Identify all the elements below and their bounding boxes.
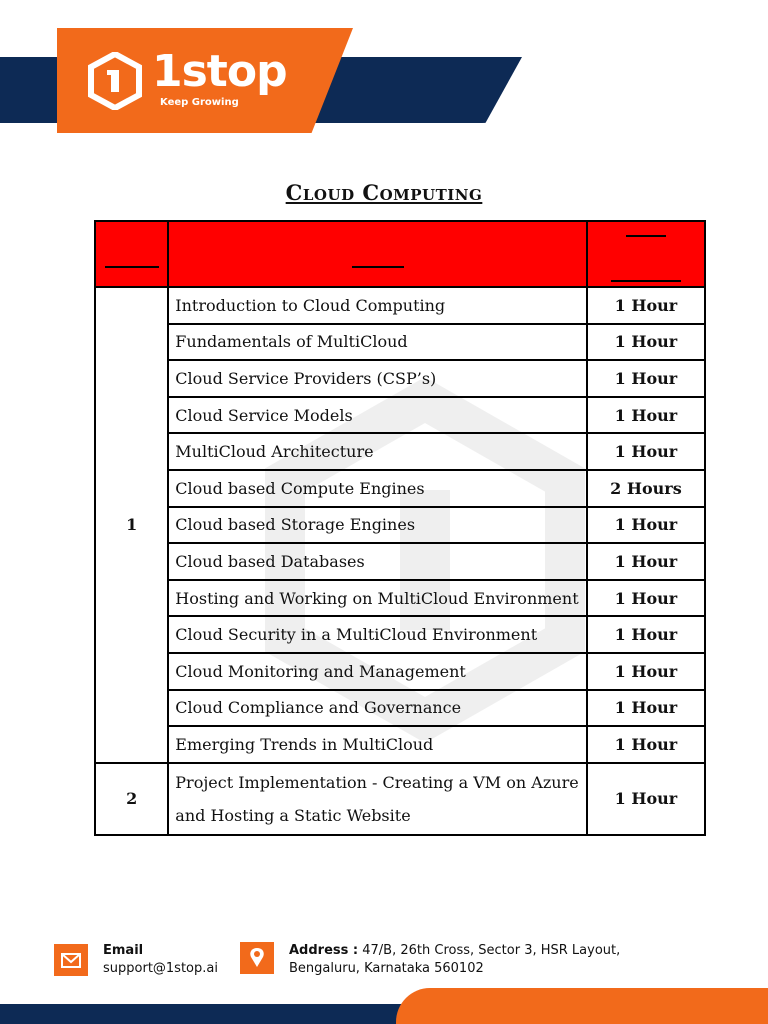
table-row: [95, 433, 705, 470]
table-row: [95, 763, 705, 835]
email-label: Email: [103, 943, 144, 958]
header-cell-duration: [587, 221, 705, 287]
page-title: Cloud Computing: [285, 180, 483, 205]
topic-cell: Cloud Compliance and Governance: [168, 690, 587, 727]
brand-name: 1stop: [152, 46, 287, 97]
footer-navy-band: [0, 1004, 430, 1024]
table-row: [95, 397, 705, 434]
topic-cell: Cloud Service Models: [168, 397, 587, 434]
topic-cell: Cloud Security in a MultiCloud Environment: [168, 616, 587, 653]
brand-logo: [88, 46, 288, 120]
topic-cell: Cloud based Storage Engines: [168, 507, 587, 544]
table-row: [95, 616, 705, 653]
address-line-1: [289, 943, 620, 958]
topic-cell: Emerging Trends in MultiCloud: [168, 726, 587, 763]
address-label: Address :: [289, 943, 359, 958]
address-text: 47/B, 26th Cross, Sector 3, HSR Layout,: [362, 943, 621, 958]
duration-cell: 1 Hour: [587, 397, 705, 434]
duration-cell: 1 Hour: [587, 543, 705, 580]
topic-cell: Cloud Monitoring and Management: [168, 653, 587, 690]
topic-cell: Cloud based Compute Engines: [168, 470, 587, 507]
table-row: [95, 360, 705, 397]
topic-cell: Fundamentals of MultiCloud: [168, 324, 587, 361]
duration-cell: 1 Hour: [587, 507, 705, 544]
table-row: [95, 690, 705, 727]
duration-cell: 1 Hour: [587, 616, 705, 653]
header-cell-number: [95, 221, 168, 287]
duration-cell: 1 Hour: [587, 324, 705, 361]
email-value[interactable]: support@1stop.ai: [103, 961, 218, 976]
duration-cell: 1 Hour: [587, 287, 705, 324]
duration-cell: 1 Hour: [587, 726, 705, 763]
duration-cell: 1 Hour: [587, 653, 705, 690]
module-number: 1: [95, 287, 168, 763]
topic-cell: Hosting and Working on MultiCloud Environment: [168, 580, 587, 617]
table-row: [95, 287, 705, 324]
module-number: 2: [95, 763, 168, 835]
table-row: [95, 580, 705, 617]
topic-cell: Introduction to Cloud Computing: [168, 287, 587, 324]
envelope-icon: [54, 944, 88, 976]
duration-cell: 1 Hour: [587, 690, 705, 727]
duration-cell: 2 Hours: [587, 470, 705, 507]
table-row: [95, 543, 705, 580]
table-header-row: [95, 221, 705, 287]
table-row: [95, 653, 705, 690]
brand-tagline: Keep Growing: [160, 97, 239, 108]
location-pin-icon: [240, 942, 274, 974]
table-row: [95, 726, 705, 763]
footer-orange-band: [396, 988, 768, 1024]
header-cell-topic: [168, 221, 587, 287]
table-row: [95, 507, 705, 544]
table-row: [95, 324, 705, 361]
duration-cell: 1 Hour: [587, 763, 705, 835]
hexagon-logo-icon: [88, 52, 142, 110]
topic-cell: Cloud based Databases: [168, 543, 587, 580]
table-row: [95, 470, 705, 507]
duration-cell: 1 Hour: [587, 433, 705, 470]
topic-cell: MultiCloud Architecture: [168, 433, 587, 470]
syllabus-table: [94, 220, 706, 836]
topic-cell: Project Implementation - Creating a VM on Azure and Hosting a Static Website: [168, 763, 587, 835]
topic-cell: Cloud Service Providers (CSP’s): [168, 360, 587, 397]
duration-cell: 1 Hour: [587, 580, 705, 617]
address-line-2: Bengaluru, Karnataka 560102: [289, 961, 484, 976]
duration-cell: 1 Hour: [587, 360, 705, 397]
